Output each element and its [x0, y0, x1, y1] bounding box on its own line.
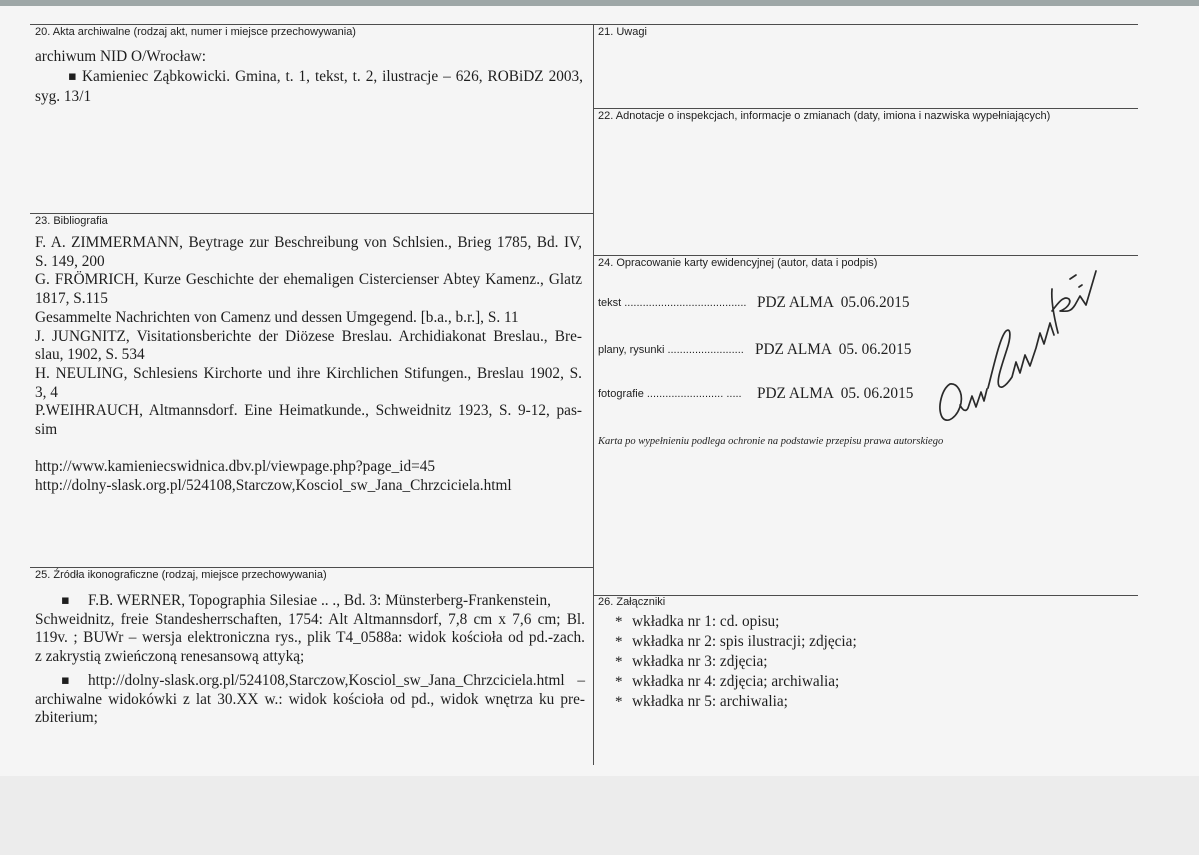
- bibliography-line: slau, 1902, S. 534: [35, 346, 145, 364]
- archive-item-line: [35, 67, 583, 87]
- source-line: Schweidnitz, freie Standesherrschaften, 1754: Alt Altmannsdorf, 7,8 cm x 7,6 cm; Bl.: [35, 610, 585, 628]
- asterisk-bullet-icon: *: [615, 694, 623, 710]
- asterisk-bullet-icon: *: [615, 634, 623, 650]
- section-20-header: 20. Akta archiwalne (rodzaj akt, numer i miejsce przechowywania): [35, 26, 356, 38]
- scan-top-edge: [0, 0, 1199, 6]
- bibliography-line: 3, 4: [35, 383, 58, 401]
- source-line: z zakrystią zwieńczoną renesansową attyką;: [35, 647, 305, 665]
- bibliography-line: P.WEIHRAUCH, Altmannsdorf. Eine Heimatkunde., Schweidnitz 1923, S. 9-12, pas-: [35, 402, 582, 420]
- section-23-header: 23. Bibliografia: [35, 215, 108, 227]
- section-26-attachments: [598, 612, 1098, 712]
- attachment-text: wkładka nr 3: zdjęcia;: [632, 653, 768, 670]
- row-label-wrap: [598, 294, 754, 312]
- source-text: http://dolny-slask.org.pl/524108,Starczow,Kosciol_sw_Jana_Chrzciciela.html –: [88, 672, 585, 689]
- bibliography-line: F. A. ZIMMERMANN, Beytrage zur Beschreibung von Schlsien., Brieg 1785, Bd. IV,: [35, 234, 582, 251]
- leader-dots: .........................: [667, 344, 744, 356]
- square-bullet-icon: ▪: [68, 69, 77, 84]
- signature-strokes: [930, 265, 1100, 425]
- prepared-by-value: PDZ ALMA 05. 06.2015: [757, 385, 914, 402]
- prepared-by-value: PDZ ALMA 05. 06.2015: [755, 341, 912, 358]
- bibliography-line: S. 149, 200: [35, 252, 105, 270]
- archive-item-text: Kamieniec Ząbkowicki. Gmina, t. 1, tekst, t. 2, ilustracje – 626, ROBiDZ 2003,: [82, 68, 583, 85]
- bibliography-line: Gesammelte Nachrichten von Camenz und dessen Umgegend. [b.a., b.r.], S. 11: [35, 308, 519, 326]
- row-label-wrap: [598, 385, 754, 403]
- rule-section-25: [30, 567, 593, 568]
- source-line: archiwalne widokówki z lat 30.XX w.: widok kościoła od pd., widok wnętrza ku pre-: [35, 690, 585, 708]
- section-21-header: 21. Uwagi: [598, 26, 647, 38]
- bibliography-line: sim: [35, 421, 58, 439]
- section-22-header: 22. Adnotacje o inspekcjach, informacje o zmianach (daty, imiona i nazwiska wypełniających): [598, 110, 1051, 122]
- section-20-archival-records: [35, 47, 583, 107]
- attachment-text: wkładka nr 2: spis ilustracji; zdjęcia;: [632, 633, 857, 650]
- asterisk-bullet-icon: *: [615, 614, 623, 630]
- bibliography-line: J. JUNGNITZ, Visitationsberichte der Diözese Breslau. Archidiakonat Breslau., Bre-: [35, 327, 582, 345]
- prepared-plans-row: [598, 341, 928, 359]
- attachment-text: wkładka nr 4: zdjęcia; archiwalia;: [632, 673, 840, 690]
- archive-item-line: syg. 13/1: [35, 88, 92, 105]
- source-line: zbiterium;: [35, 709, 98, 726]
- attachment-text: wkładka nr 5: archiwalia;: [632, 693, 788, 710]
- bibliography-line: G. FRÖMRICH, Kurze Geschichte der ehemaligen Cistercienser Abtey Kamenz., Glatz: [35, 271, 582, 289]
- rule-section-23: [30, 213, 593, 214]
- attachment-text: wkładka nr 1: cd. opisu;: [632, 613, 780, 630]
- bibliography-line: 1817, S.115: [35, 290, 108, 308]
- row-label-wrap: [598, 341, 754, 359]
- prepared-text-row: [598, 294, 928, 312]
- leader-dots: ......................... .....: [646, 388, 742, 400]
- square-bullet-icon: ▪: [61, 593, 70, 608]
- prepared-by-value: PDZ ALMA 05.06.2015: [757, 294, 910, 311]
- bibliography-link: http://dolny-slask.org.pl/524108,Starczow,Kosciol_sw_Jana_Chrzciciela.html: [35, 477, 512, 495]
- row-label: tekst: [598, 297, 622, 309]
- source-line: [35, 672, 585, 691]
- asterisk-bullet-icon: *: [615, 654, 623, 670]
- rule-section-26: [593, 595, 1138, 596]
- source-text: F.B. WERNER, Topographia Silesiae .. ., Bd. 3: Münsterberg-Frankenstein,: [88, 592, 551, 609]
- section-24-header: 24. Opracowanie karty ewidencyjnej (autor, data i podpis): [598, 257, 878, 269]
- copyright-note: Karta po wypełnieniu podlega ochronie na podstawie przepisu prawa autorskiego: [598, 436, 944, 447]
- row-label: fotografie: [598, 388, 644, 400]
- attachment-item: [598, 632, 1098, 652]
- column-divider: [593, 24, 594, 765]
- iconographic-source-item: [35, 592, 585, 666]
- handwritten-signature: [930, 265, 1100, 425]
- source-line: 119v. ; BUWr – wersja elektroniczna rys., plik T4_0588a: widok kościoła od pd.-zach.: [35, 629, 585, 646]
- row-label: plany, rysunki: [598, 344, 665, 356]
- archive-name: archiwum NID O/Wrocław:: [35, 48, 206, 65]
- asterisk-bullet-icon: *: [615, 674, 623, 690]
- attachment-item: [598, 612, 1098, 632]
- rule-section-22: [593, 108, 1138, 109]
- scan-bottom-margin: [0, 776, 1199, 855]
- iconographic-source-item: [35, 672, 585, 728]
- attachment-item: [598, 692, 1098, 712]
- rule-section-24: [593, 255, 1138, 256]
- section-23-bibliography: [35, 234, 582, 496]
- square-bullet-icon: ▪: [61, 673, 70, 688]
- blank-line: [35, 440, 582, 459]
- bibliography-link: http://www.kamieniecswidnica.dbv.pl/viewpage.php?page_id=45: [35, 458, 436, 476]
- attachment-item: [598, 652, 1098, 672]
- bibliography-line: H. NEULING, Schlesiens Kirchorte und ihre Kirchlichen Stifungen., Breslau 1902, S.: [35, 364, 582, 382]
- leader-dots: ........................................: [624, 297, 747, 309]
- section-26-header: 26. Załączniki: [598, 596, 666, 608]
- attachment-item: [598, 672, 1098, 692]
- source-line: [35, 592, 585, 611]
- prepared-photos-row: [598, 385, 928, 403]
- rule-top: [30, 24, 1138, 25]
- section-25-header: 25. Źródła ikonograficzne (rodzaj, miejsce przechowywania): [35, 569, 327, 581]
